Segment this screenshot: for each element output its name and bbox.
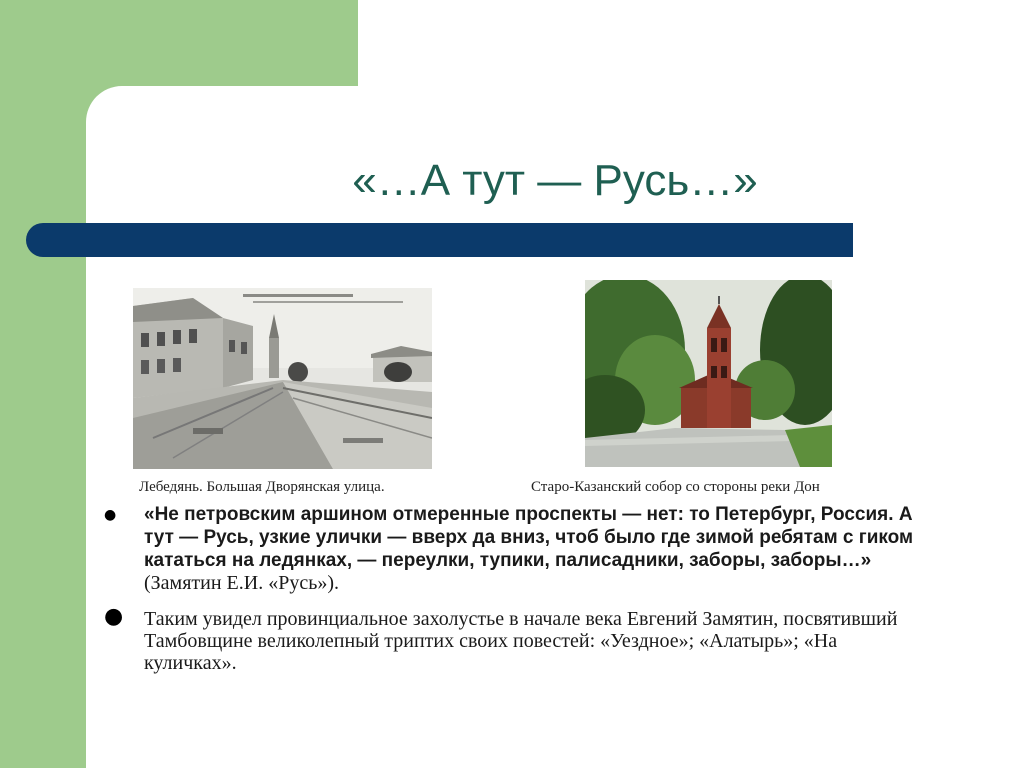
bullet-item-quote (104, 503, 924, 594)
quote-text: «Не петровским аршином отмеренные проспекты — нет: то Петербург, Россия. А тут — Русь, узкие улички — вверх да вниз, чтоб было где зимой ребятам с гиком кататься на ледянках, — переулки, тупики, палисадники, заборы, заборы…» (144, 504, 914, 571)
photo-church-caption: Старо-Казанский собор со стороны реки Дон (531, 479, 820, 495)
photo-street-caption: Лебедянь. Большая Дворянская улица. (139, 479, 385, 495)
photo-church (585, 280, 832, 467)
bullet-item-commentary (104, 604, 924, 674)
bullet-list (104, 503, 924, 674)
bullet-dot-icon: ● (104, 604, 124, 629)
quote-source: (Замятин Е.И. «Русь»). (144, 572, 339, 594)
slide-title: «…А тут — Русь…» (352, 156, 758, 205)
commentary-text: Таким увидел провинциальное захолустье в начале века Евгений Замятин, посвятивший Тамбовщине великолепный триптих своих повестей: «Уездное»; «Алатырь»; «На куличках». (144, 608, 898, 674)
title-underline-bar (26, 223, 853, 257)
bullet-dot-icon: ● (104, 507, 117, 523)
photo-old-street (133, 288, 432, 469)
